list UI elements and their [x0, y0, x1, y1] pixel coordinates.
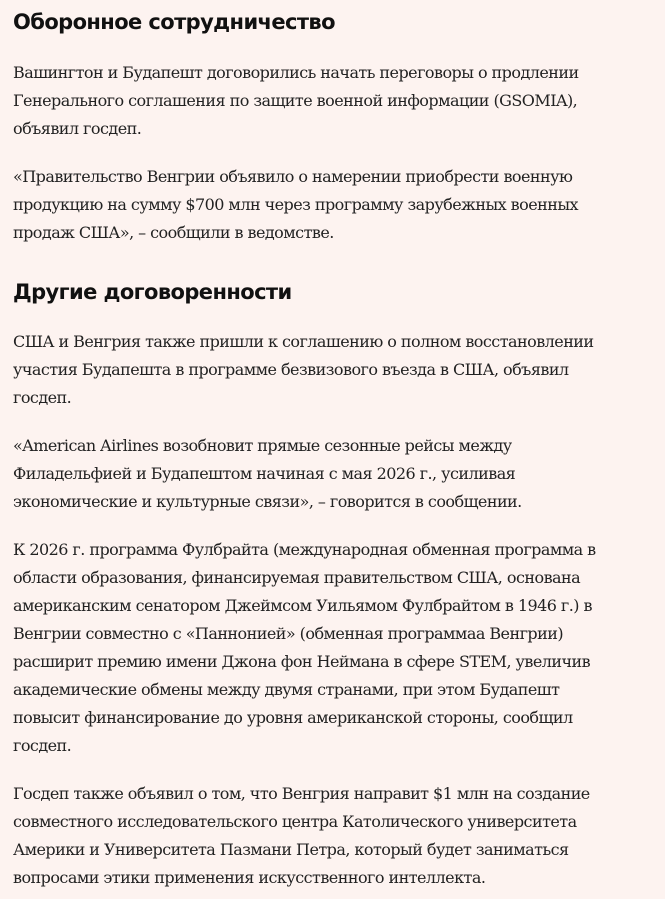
- text-line: продаж США», – сообщили в ведомстве.: [13, 223, 334, 242]
- text-line: Филадельфией и Будапештом начиная с мая 2026 г., усиливая: [13, 464, 516, 483]
- text-line: госдеп.: [13, 736, 72, 755]
- paragraph: [13, 432, 522, 516]
- text-line: американским сенатором Джеймсом Уильямом Фулбрайтом в 1946 г.) в: [13, 596, 592, 615]
- text-line: расширит премию имени Джона фон Неймана в сфере STEM, увеличив: [13, 652, 591, 671]
- text-line: Генерального соглашения по защите военной информации (GSOMIA),: [13, 91, 578, 110]
- text-line: К 2026 г. программа Фулбрайта (международная обменная программа в: [13, 540, 596, 559]
- paragraph: [13, 163, 578, 247]
- text-line: участия Будапешта в программе безвизового въезда в США, объявил: [13, 360, 569, 379]
- section-heading-other-agreements: Другие договоренности: [13, 280, 292, 304]
- text-line: совместного исследовательского центра Католического университета: [13, 812, 577, 831]
- text-line: «American Airlines возобновит прямые сезонные рейсы между: [13, 436, 512, 455]
- text-line: госдеп.: [13, 388, 72, 407]
- text-line: вопросами этики применения искусственного интеллекта.: [13, 868, 486, 887]
- text-line: «Правительство Венгрии объявило о намерении приобрести военную: [13, 167, 573, 186]
- text-line: объявил госдеп.: [13, 119, 142, 138]
- text-line: продукцию на сумму $700 млн через программу зарубежных военных: [13, 195, 579, 214]
- text-line: США и Венгрия также пришли к соглашению о полном восстановлении: [13, 332, 594, 351]
- paragraph: [13, 328, 594, 412]
- paragraph: [13, 59, 579, 143]
- paragraph: [13, 536, 596, 760]
- text-line: повысит финансирование до уровня американской стороны, сообщил: [13, 708, 573, 727]
- paragraph: [13, 780, 590, 892]
- text-line: Венгрии совместно с «Паннонией» (обменная программаа Венгрии): [13, 624, 564, 643]
- text-line: Америки и Университета Пазмани Петра, который будет заниматься: [13, 840, 569, 859]
- text-line: академические обмены между двумя странами, при этом Будапешт: [13, 680, 560, 699]
- section-heading-defense: Оборонное сотрудничество: [13, 10, 335, 34]
- text-line: Вашингтон и Будапешт договорились начать переговоры о продлении: [13, 63, 579, 82]
- text-line: Госдеп также объявил о том, что Венгрия направит $1 млн на создание: [13, 784, 590, 803]
- text-line: экономические и культурные связи», – говорится в сообщении.: [13, 492, 522, 511]
- text-line: области образования, финансируемая правительством США, основана: [13, 568, 581, 587]
